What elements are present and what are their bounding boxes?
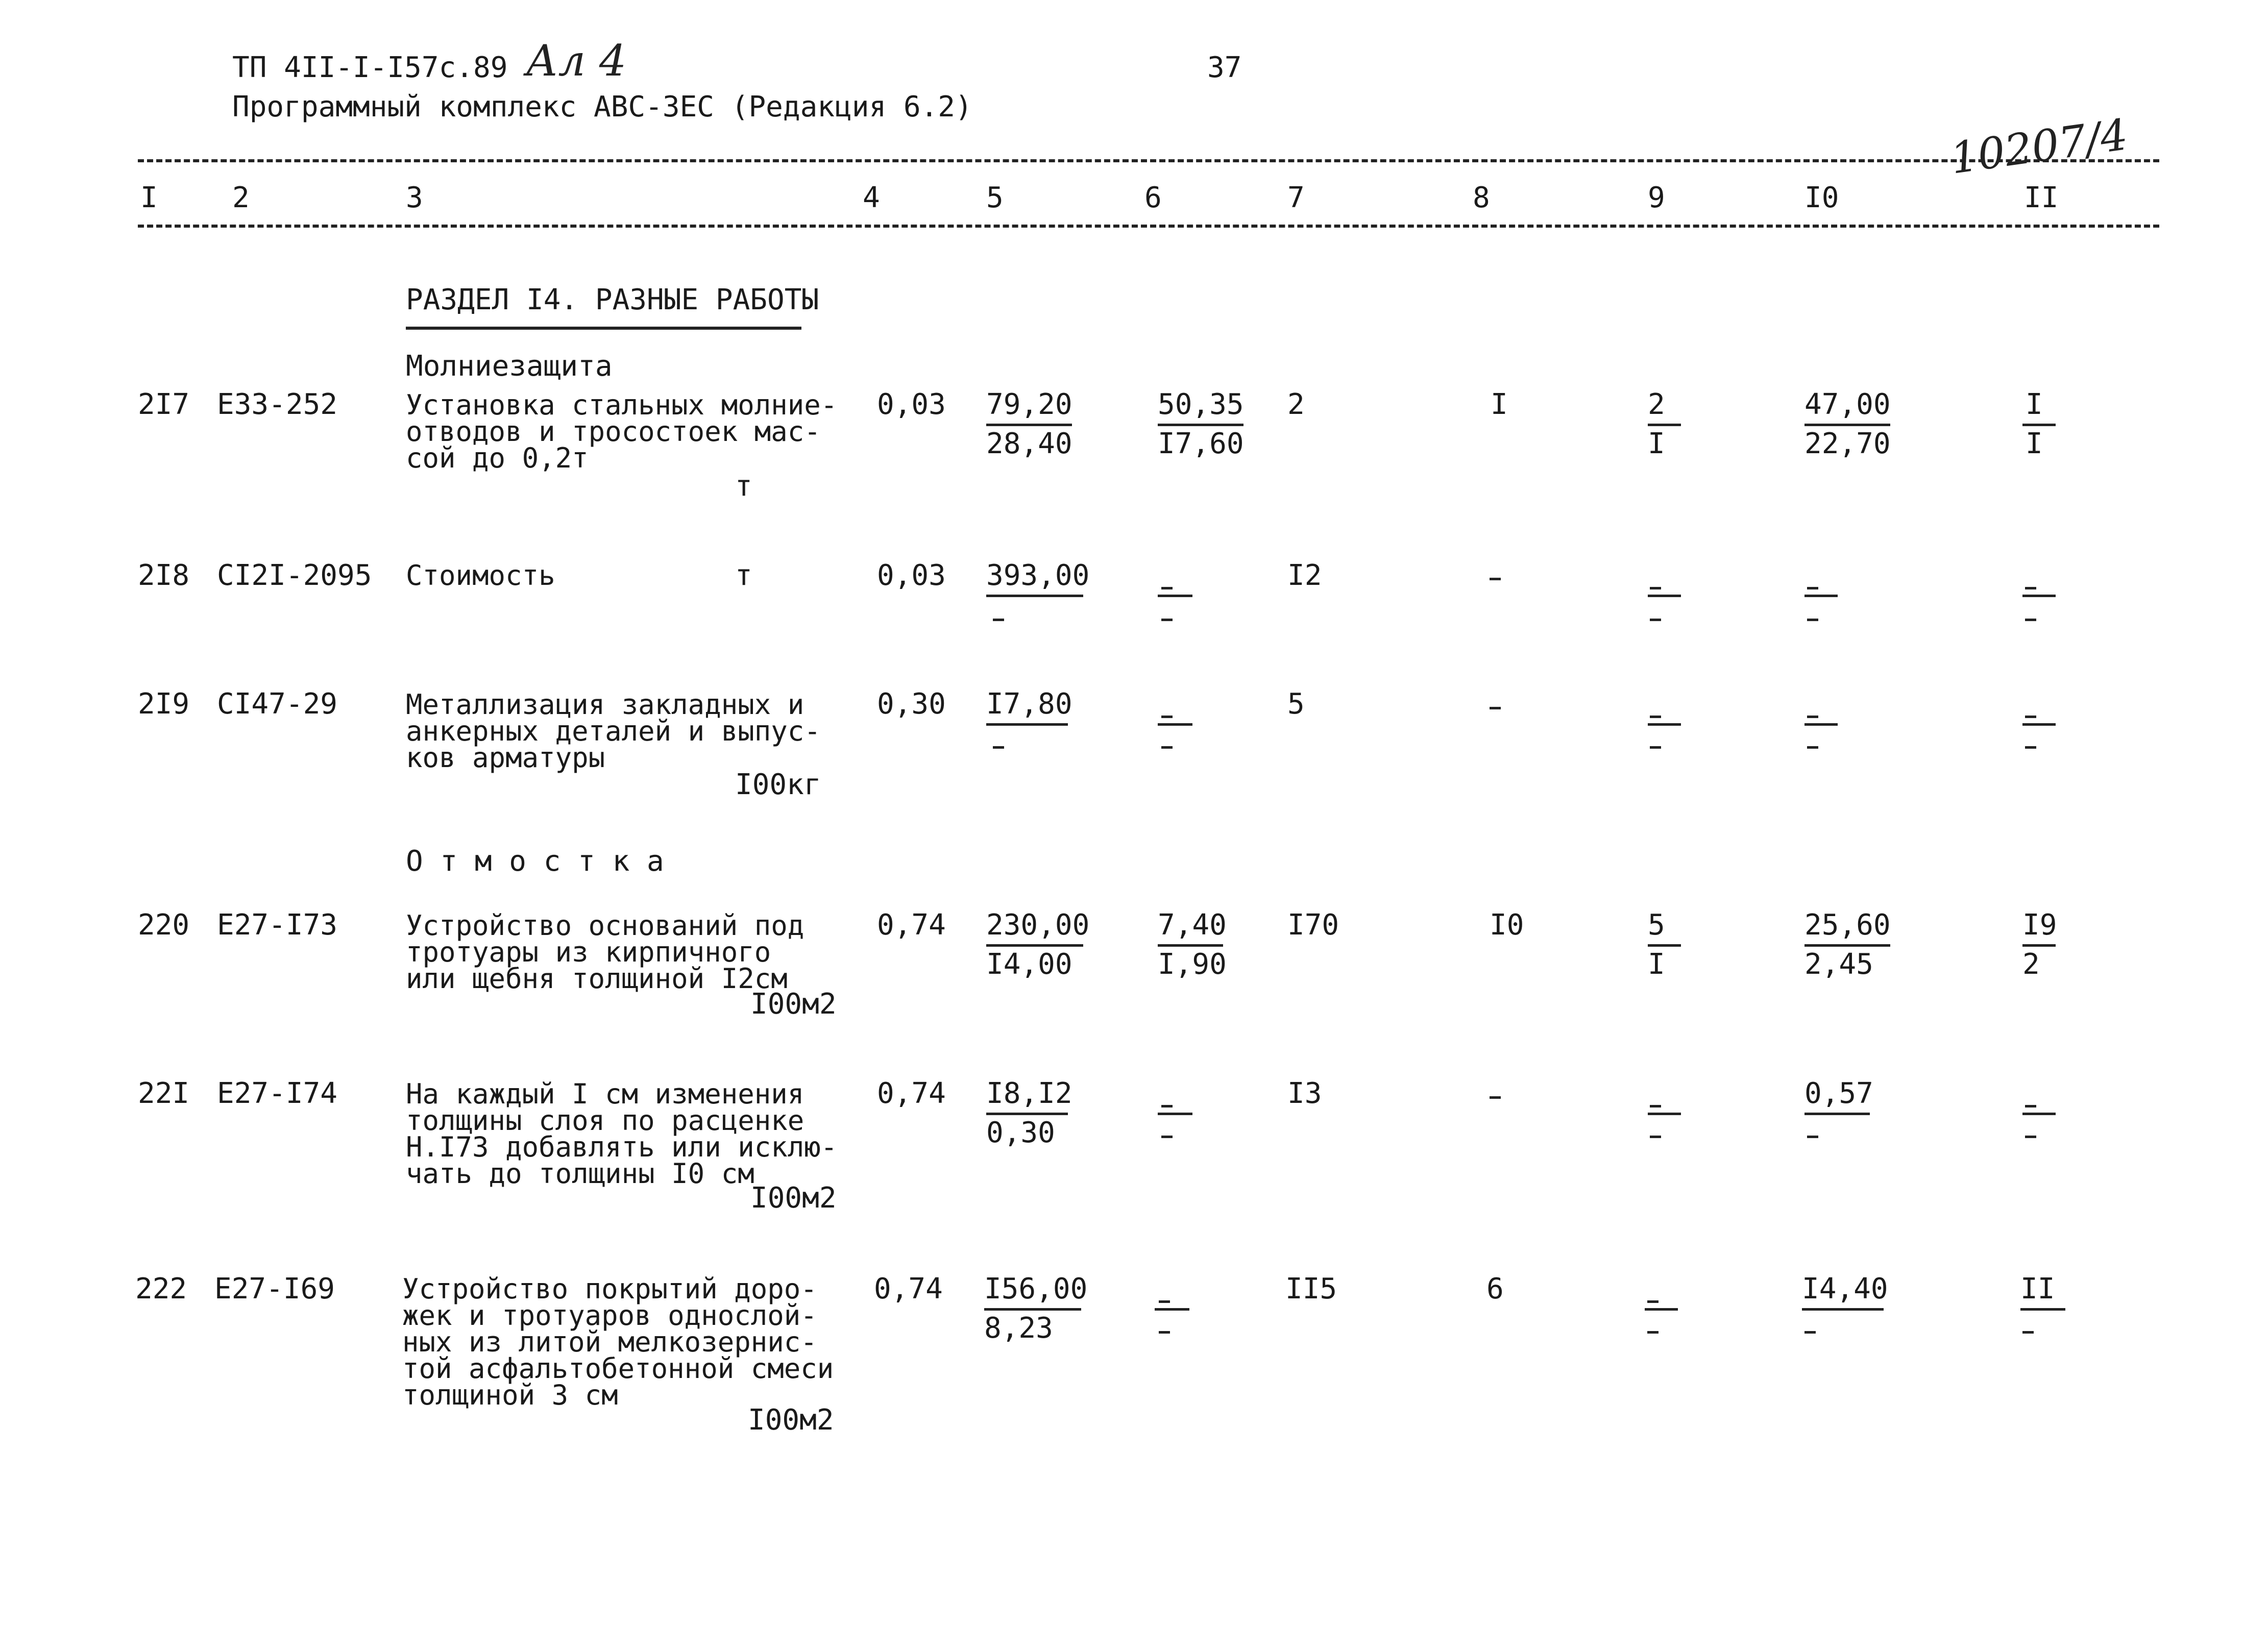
col8: I0 — [1490, 908, 1524, 942]
row-number: 220 — [138, 908, 190, 942]
fraction-bar — [1802, 1308, 1884, 1311]
unit: I00м2 — [750, 988, 837, 1021]
description-line: жек и тротуаров однослой- — [402, 1299, 817, 1332]
dash-mark — [1807, 619, 1818, 621]
dash-mark — [2025, 619, 2036, 621]
fraction-bar — [1804, 944, 1890, 947]
fraction-bar — [1648, 595, 1681, 597]
description-line: толщиной 3 см — [402, 1379, 618, 1411]
col11-top: I9 — [2022, 908, 2057, 942]
col5-bottom: 8,23 — [984, 1312, 1053, 1345]
dash-mark — [993, 619, 1004, 621]
col-header: I0 — [1804, 181, 1839, 214]
col5-top: I8,I2 — [986, 1077, 1072, 1110]
unit: I00кг — [735, 768, 821, 801]
col5-top: 393,00 — [986, 559, 1090, 592]
fraction-bar — [2022, 944, 2056, 947]
col-header: II — [2024, 181, 2059, 214]
quantity: 0,74 — [877, 908, 946, 942]
fraction-bar — [1158, 424, 1243, 426]
col-header: 6 — [1144, 181, 1162, 214]
quantity: 0,74 — [874, 1272, 943, 1306]
fraction-bar — [986, 595, 1083, 597]
col10-bottom: 22,70 — [1804, 427, 1891, 460]
price-code: Е27-I73 — [217, 908, 338, 942]
col6-bottom: I7,60 — [1158, 427, 1244, 460]
fraction-bar — [2022, 1113, 2056, 1115]
fraction-bar — [1804, 424, 1890, 426]
handwritten-number: 10207/4 — [1947, 109, 2131, 184]
price-code: СI47-29 — [217, 687, 338, 721]
quantity: 0,03 — [877, 388, 946, 421]
dash-mark — [1161, 1105, 1173, 1107]
fraction-bar — [1804, 723, 1838, 726]
fraction-bar — [1804, 1113, 1870, 1115]
col-header: 5 — [986, 181, 1004, 214]
dash-mark — [2025, 1136, 2036, 1138]
work-description — [406, 1078, 838, 1190]
col11-top: II — [2020, 1272, 2055, 1306]
col5-top: 79,20 — [986, 388, 1072, 421]
col11-bottom: 2 — [2022, 948, 2040, 981]
dash-mark — [993, 746, 1004, 749]
col7: 2 — [1287, 388, 1305, 421]
unit: т — [735, 470, 752, 503]
dash-mark — [1650, 746, 1661, 749]
handwritten-album-note: Ал 4 — [526, 36, 627, 86]
dash-mark — [1807, 746, 1818, 749]
col-header: 8 — [1473, 181, 1490, 214]
dash-mark — [1490, 578, 1501, 580]
col6-top: 7,40 — [1158, 908, 1227, 942]
col-header: I — [140, 181, 158, 214]
subsection-title: Молниезащита — [406, 350, 613, 383]
col11-top: I — [2026, 388, 2043, 421]
fraction-bar — [1648, 424, 1681, 426]
col8: I — [1491, 388, 1508, 421]
dash-mark — [1804, 1331, 1816, 1334]
dash-mark — [1161, 716, 1173, 718]
fraction-bar — [986, 723, 1068, 726]
description-line: Н.I73 добавлять или исклю- — [406, 1131, 838, 1163]
quantity: 0,74 — [877, 1077, 946, 1110]
col-header: 2 — [232, 181, 250, 214]
col10-top: I4,40 — [1802, 1272, 1888, 1306]
row-number: 2I8 — [138, 559, 190, 592]
fraction-bar — [1804, 595, 1838, 597]
col9-top: 2 — [1648, 388, 1665, 421]
dash-mark — [2022, 1331, 2034, 1334]
col5-top: I56,00 — [984, 1272, 1088, 1306]
col5-top: 230,00 — [986, 908, 1090, 942]
dash-mark — [2025, 716, 2036, 718]
row-number: 22I — [138, 1077, 190, 1110]
unit: I00м2 — [748, 1403, 834, 1437]
col5-top: I7,80 — [986, 687, 1072, 721]
dash-mark — [1159, 1300, 1170, 1303]
fraction-bar — [1158, 944, 1223, 947]
fraction-bar — [1648, 723, 1681, 726]
col10-top: 0,57 — [1804, 1077, 1873, 1110]
dash-mark — [1650, 1105, 1661, 1107]
work-description — [406, 909, 804, 995]
document-code: ТП 4II-I-I57с.89 — [232, 51, 508, 84]
price-code: Е33-252 — [217, 388, 338, 421]
dash-mark — [1161, 619, 1173, 621]
col10-bottom: 2,45 — [1804, 948, 1873, 981]
col5-bottom: 28,40 — [986, 427, 1072, 460]
col6-top: 50,35 — [1158, 388, 1244, 421]
dash-mark — [1161, 587, 1173, 589]
col7: I2 — [1287, 559, 1322, 592]
work-description — [406, 559, 555, 592]
dash-mark — [1161, 746, 1173, 749]
description-line: или щебня толщиной I2см — [406, 963, 788, 995]
dash-mark — [2025, 587, 2036, 589]
description-line: ных из литой мелкозернис- — [402, 1326, 817, 1358]
col6-bottom: I,90 — [1158, 948, 1227, 981]
dash-mark — [1647, 1300, 1659, 1303]
work-description — [406, 389, 838, 474]
col7: 5 — [1287, 687, 1305, 721]
description-line: тротуары из кирпичного — [406, 936, 771, 968]
dash-mark — [1650, 587, 1661, 589]
section-title-underline — [406, 327, 801, 330]
fraction-bar — [1645, 1308, 1678, 1311]
col9-bottom: I — [1648, 948, 1665, 981]
fraction-bar — [1158, 595, 1192, 597]
row-number: 2I9 — [138, 687, 190, 721]
description-line: На каждый I см изменения — [406, 1078, 804, 1110]
subsection-title: О т м о с т к а — [406, 845, 664, 878]
description-line: Устройство покрытий доро- — [402, 1273, 817, 1305]
dash-mark — [1650, 716, 1661, 718]
description-line: Стоимость — [406, 559, 555, 592]
col9-bottom: I — [1648, 427, 1665, 460]
fraction-bar — [986, 424, 1072, 426]
description-line: анкерных деталей и выпус- — [406, 715, 821, 747]
col5-bottom: I4,00 — [986, 948, 1072, 981]
dash-mark — [1490, 707, 1501, 709]
fraction-bar — [986, 944, 1083, 947]
fraction-bar — [1155, 1308, 1189, 1311]
col9-top: 5 — [1648, 908, 1665, 942]
fraction-bar — [986, 1113, 1068, 1115]
dash-mark — [1490, 1096, 1501, 1099]
fraction-bar — [1158, 1113, 1192, 1115]
col10-top: 25,60 — [1804, 908, 1891, 942]
work-description — [406, 688, 821, 774]
dash-mark — [1807, 1136, 1818, 1138]
description-line: Устройство оснований под — [406, 909, 804, 942]
col-header: 3 — [406, 181, 423, 214]
fraction-bar — [2022, 723, 2056, 726]
quantity: 0,30 — [877, 687, 946, 721]
row-number: 2I7 — [138, 388, 190, 421]
dash-mark — [1807, 587, 1818, 589]
dash-mark — [1807, 716, 1818, 718]
dash-mark — [1650, 619, 1661, 621]
document-subtitle: Программный комплекс АВС-3ЕС (Редакция 6.2) — [232, 90, 972, 124]
row-number: 222 — [135, 1272, 187, 1306]
fraction-bar — [1648, 944, 1681, 947]
dash-mark — [1650, 1136, 1661, 1138]
price-code: СI2I-2095 — [217, 559, 372, 592]
description-line: Металлизация закладных и — [406, 688, 804, 721]
col7: I3 — [1287, 1077, 1322, 1110]
dash-mark — [1161, 1136, 1173, 1138]
section-title: РАЗДЕЛ I4. РАЗНЫЕ РАБОТЫ — [406, 283, 819, 316]
unit: I00м2 — [750, 1181, 837, 1215]
dash-mark — [1647, 1331, 1659, 1334]
fraction-bar — [984, 1308, 1081, 1311]
description-line: отводов и тросостоек мас- — [406, 415, 821, 448]
description-line: ков арматуры — [406, 742, 605, 774]
description-line: той асфальтобетонной смеси — [402, 1352, 834, 1385]
fraction-bar — [2020, 1308, 2065, 1311]
dash-mark — [2025, 1105, 2036, 1107]
header-bottom-rule — [138, 225, 2159, 228]
description-line: Установка стальных молние- — [406, 389, 838, 421]
page-number: 37 — [1207, 51, 1242, 84]
col11-bottom: I — [2026, 427, 2043, 460]
work-description — [402, 1273, 834, 1411]
col-header: 7 — [1287, 181, 1305, 214]
col5-bottom: 0,30 — [986, 1116, 1055, 1149]
col10-top: 47,00 — [1804, 388, 1891, 421]
description-line: толщины слоя по расценке — [406, 1104, 804, 1137]
fraction-bar — [2022, 595, 2056, 597]
col-header: 4 — [863, 181, 880, 214]
price-code: Е27-I74 — [217, 1077, 338, 1110]
col7: I70 — [1287, 908, 1339, 942]
fraction-bar — [1648, 1113, 1681, 1115]
fraction-bar — [2022, 424, 2056, 426]
col8: 6 — [1486, 1272, 1504, 1306]
unit: т — [735, 559, 752, 592]
header-top-rule — [138, 159, 2159, 162]
description-line: сой до 0,2т — [406, 442, 589, 474]
col-header: 9 — [1648, 181, 1665, 214]
price-code: Е27-I69 — [214, 1272, 335, 1306]
dash-mark — [1159, 1331, 1170, 1334]
quantity: 0,03 — [877, 559, 946, 592]
col7: II5 — [1285, 1272, 1337, 1306]
dash-mark — [2025, 746, 2036, 749]
fraction-bar — [1158, 723, 1192, 726]
description-line: чать до толщины I0 см — [406, 1158, 754, 1190]
